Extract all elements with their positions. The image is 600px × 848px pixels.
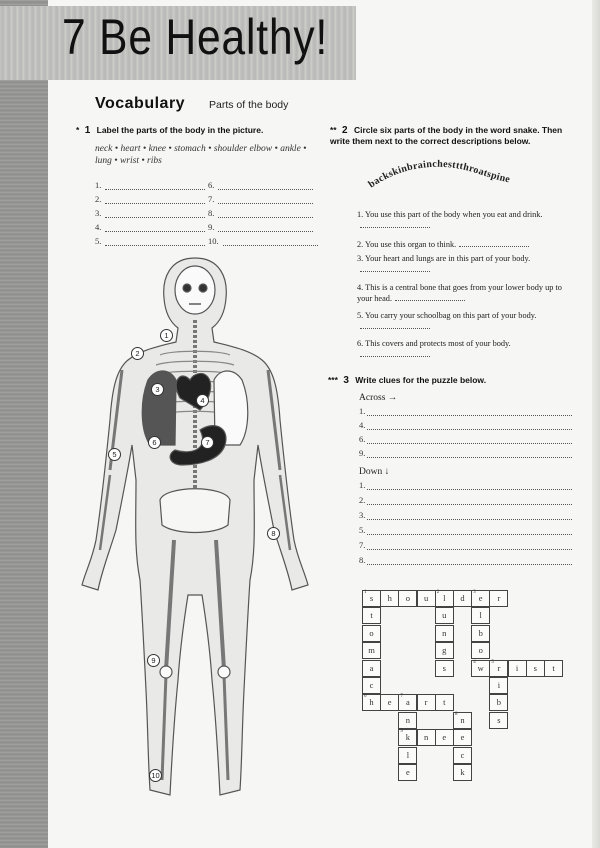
picture-label-2: 2	[131, 347, 144, 360]
crossword-letter: c	[369, 680, 374, 690]
crossword-cell	[471, 590, 490, 607]
blank-number: 8.	[208, 208, 215, 218]
blank-number: 6.	[208, 180, 215, 190]
clue-number: 4.	[359, 420, 366, 430]
crossword-cell	[417, 729, 436, 746]
exercise2-stars: **	[330, 125, 337, 135]
crossword-cell	[471, 625, 490, 642]
crossword-letter: n	[405, 714, 411, 725]
crossword-cell	[435, 694, 454, 711]
clue-number: 5.	[359, 525, 366, 535]
crossword-letter: h	[369, 697, 374, 708]
crossword-letter: s	[369, 593, 374, 603]
crossword-cell	[435, 642, 454, 659]
crossword-cell	[471, 642, 490, 659]
picture-label-3: 3	[151, 383, 164, 396]
clue-number: 1.	[359, 406, 366, 416]
description-text: 5. You carry your schoolbag on this part of your body.	[357, 311, 537, 320]
down-clue-row	[359, 555, 572, 565]
crossword-cell	[398, 747, 417, 764]
crossword-letter: u	[423, 593, 429, 603]
exercise3-instruction: Write clues for the puzzle below.	[355, 375, 487, 385]
answer-line[interactable]	[218, 224, 313, 232]
crossword-letter: g	[442, 645, 447, 656]
crossword-cell	[435, 660, 454, 677]
down-clue-row	[359, 510, 572, 520]
answer-line[interactable]	[105, 196, 205, 204]
picture-label-6: 6	[148, 436, 161, 449]
answer-line[interactable]	[105, 182, 205, 190]
clue-number: 3.	[359, 510, 366, 520]
crossword-clue-number: 2	[436, 590, 440, 595]
exercise1-stars: *	[76, 125, 80, 135]
crossword-letter: e	[478, 593, 483, 603]
description-item	[357, 254, 575, 275]
label-blank-row	[95, 236, 205, 246]
blank-number: 10.	[208, 236, 219, 246]
crossword-cell	[362, 590, 381, 607]
blank-number: 4.	[95, 222, 102, 232]
side-strip	[0, 0, 48, 848]
crossword-letter: w	[477, 662, 484, 673]
crossword-cell	[489, 677, 508, 694]
exercise2-heading	[330, 125, 580, 147]
crossword-clue-number: 8	[455, 711, 458, 717]
clue-number: 9.	[359, 448, 366, 458]
answer-line[interactable]	[360, 265, 430, 272]
label-blank-row	[208, 208, 313, 218]
clue-number: 1.	[359, 480, 366, 490]
description-item	[357, 311, 575, 332]
crossword-cell	[453, 590, 472, 607]
picture-label-10: 10	[149, 769, 162, 782]
clue-line[interactable]	[367, 497, 572, 505]
page-title: 7 Be Healthy!	[62, 9, 329, 65]
crossword-cell	[362, 694, 381, 711]
crossword-cell	[544, 660, 563, 677]
crossword-letter: t	[443, 697, 446, 708]
crossword-letter: b	[478, 627, 483, 638]
crossword-letter: e	[442, 732, 447, 743]
label-blank-row	[95, 180, 205, 190]
crossword-letter: n	[460, 714, 465, 725]
crossword-letter: n	[442, 627, 447, 638]
clue-number: 8.	[359, 555, 366, 565]
clue-line[interactable]	[367, 450, 572, 458]
crossword-cell	[435, 607, 454, 624]
crossword-letter: k	[405, 732, 411, 743]
across-label: Across →	[359, 393, 398, 403]
clue-line[interactable]	[367, 408, 572, 416]
exercise1-number: 1	[84, 125, 91, 136]
description-item	[357, 210, 575, 231]
exercise1-heading	[76, 125, 316, 136]
picture-label-7: 7	[201, 436, 214, 449]
answer-line[interactable]	[105, 238, 205, 246]
across-clue-row	[359, 420, 572, 430]
svg-text:backskinbrainchesttthroatspine	[367, 159, 512, 191]
exercise1-instruction: Label the parts of the body in the picture.	[96, 125, 264, 135]
crossword-letter: e	[406, 767, 410, 777]
down-label: Down ↓	[359, 467, 390, 477]
across-clue-row	[359, 448, 572, 458]
picture-label-1: 1	[160, 329, 173, 342]
blank-number: 9.	[208, 222, 215, 232]
crossword-cell	[362, 642, 381, 659]
crossword-cell	[398, 590, 417, 607]
crossword-letter: i	[515, 662, 519, 673]
crossword-cell	[489, 660, 508, 677]
clue-line[interactable]	[367, 436, 572, 444]
crossword-clue-number: 5	[491, 659, 494, 665]
blank-number: 2.	[95, 194, 102, 204]
vocabulary-subheading: Parts of the body	[209, 99, 289, 111]
crossword-cell	[435, 625, 454, 642]
down-clue-row	[359, 540, 572, 550]
crossword-cell	[417, 590, 436, 607]
clue-line[interactable]	[367, 527, 572, 535]
description-text: 4. This is a central bone that goes from your lower body up to your head.	[357, 283, 562, 303]
crossword-letter: r	[424, 697, 428, 708]
crossword-cell	[453, 747, 472, 764]
crossword-clue-number: 6	[364, 694, 367, 700]
down-clue-row	[359, 480, 572, 490]
crossword-letter: l	[443, 593, 446, 603]
answer-line[interactable]	[360, 350, 430, 357]
page-edge	[592, 0, 600, 848]
crossword-cell	[453, 764, 472, 781]
crossword-letter: b	[496, 697, 502, 708]
down-clue-row	[359, 525, 572, 535]
label-blank-row	[95, 194, 205, 204]
crossword-letter: t	[370, 610, 373, 621]
clue-line[interactable]	[367, 422, 572, 430]
crossword-cell	[362, 607, 381, 624]
crossword-letter: l	[479, 610, 482, 621]
crossword-letter: u	[442, 610, 447, 621]
crossword-letter: k	[460, 767, 465, 777]
crossword-cell	[417, 694, 436, 711]
crossword-cell	[453, 712, 472, 729]
crossword-letter: h	[387, 593, 392, 603]
crossword-letter: r	[497, 593, 501, 603]
answer-line[interactable]	[105, 210, 205, 218]
description-item	[357, 240, 575, 251]
crossword-cell	[398, 764, 417, 781]
word-snake-text: backskinbrainchesttthroatspine	[366, 158, 512, 191]
blank-number: 1.	[95, 180, 102, 190]
answer-line[interactable]	[218, 182, 313, 190]
skeleton-illustration	[70, 250, 320, 810]
crossword-cell	[398, 729, 417, 746]
clue-line[interactable]	[367, 482, 572, 490]
crossword-letter: o	[369, 627, 374, 638]
label-blank-row	[208, 180, 313, 190]
crossword-cell	[380, 590, 399, 607]
description-item	[357, 283, 575, 304]
down-clue-row	[359, 495, 572, 505]
crossword-clue-number: 3	[473, 590, 476, 595]
crossword-cell	[398, 712, 417, 729]
label-blank-row	[95, 208, 205, 218]
crossword-letter: r	[497, 662, 501, 673]
label-blank-row	[95, 222, 205, 232]
answer-line[interactable]	[459, 240, 529, 247]
blank-number: 7.	[208, 194, 215, 204]
crossword-letter: e	[460, 732, 465, 743]
description-text: 1. You use this part of the body when you eat and drink.	[357, 210, 543, 219]
crossword-cell	[489, 694, 508, 711]
crossword-letter: l	[406, 749, 410, 760]
crossword-cell	[380, 694, 399, 711]
crossword-letter: t	[552, 662, 555, 673]
crossword-cell	[471, 660, 490, 677]
description-item	[357, 339, 575, 360]
crossword-letter: o	[478, 645, 483, 656]
crossword-cell	[471, 607, 490, 624]
crossword-letter: c	[460, 749, 465, 760]
crossword-cell	[362, 625, 381, 642]
crossword-letter: n	[423, 732, 429, 743]
description-text: 3. Your heart and lungs are in this part of your body.	[357, 254, 531, 263]
word-snake	[366, 158, 546, 198]
exercise2-instruction: Circle six parts of the body in the word snake. Then write them next to the correct descriptions below.	[330, 125, 563, 146]
crossword-cell	[398, 694, 417, 711]
crossword-letter: a	[406, 697, 410, 708]
crossword-cell	[526, 660, 545, 677]
crossword-clue-number: 7	[400, 694, 403, 700]
across-clue-row	[359, 434, 572, 444]
clue-number: 7.	[359, 540, 366, 550]
crossword-letter: s	[533, 662, 537, 673]
answer-line[interactable]	[395, 294, 465, 301]
exercise3-stars: ***	[328, 375, 338, 385]
blank-number: 5.	[95, 236, 102, 246]
description-text: 2. You use this organ to think.	[357, 240, 457, 249]
clue-number: 6.	[359, 434, 366, 444]
across-clue-row	[359, 406, 572, 416]
crossword-cell	[489, 590, 508, 607]
answer-line[interactable]	[360, 322, 430, 329]
picture-label-8: 8	[267, 527, 280, 540]
crossword-cell	[453, 729, 472, 746]
answer-line[interactable]	[218, 210, 313, 218]
exercise3-number: 3	[343, 375, 349, 386]
crossword-clue-number: 4	[473, 659, 476, 665]
clue-line[interactable]	[367, 557, 572, 565]
crossword-letter: m	[368, 645, 375, 656]
crossword-clue-number: 9	[400, 729, 403, 735]
clue-line[interactable]	[367, 512, 572, 520]
exercise1-word-list: neck • heart • knee • stomach • shoulder elbow • ankle • lung • wrist • ribs	[95, 144, 307, 166]
crossword-letter: s	[442, 662, 446, 673]
crossword-clue-number: 1	[364, 590, 367, 595]
picture-label-9: 9	[147, 654, 160, 667]
crossword-cell	[435, 590, 454, 607]
answer-line[interactable]	[360, 221, 430, 228]
answer-line[interactable]	[105, 224, 205, 232]
crossword-letter: s	[497, 714, 501, 725]
crossword-letter: e	[387, 697, 392, 708]
answer-line[interactable]	[223, 238, 318, 246]
label-blank-row	[208, 222, 313, 232]
exercise2-number: 2	[342, 125, 348, 136]
description-text: 6. This covers and protects most of your body.	[357, 339, 511, 348]
crossword-letter: a	[369, 662, 374, 673]
clue-number: 2.	[359, 495, 366, 505]
crossword-letter: d	[460, 593, 465, 603]
crossword-letter: o	[405, 593, 411, 603]
crossword-cell	[489, 712, 508, 729]
crossword-cell	[435, 729, 454, 746]
crossword-cell	[362, 660, 381, 677]
exercise3-heading	[328, 375, 578, 386]
clue-line[interactable]	[367, 542, 572, 550]
crossword-cell	[508, 660, 527, 677]
picture-label-4: 4	[196, 394, 209, 407]
blank-number: 3.	[95, 208, 102, 218]
answer-line[interactable]	[218, 196, 313, 204]
label-blank-row	[208, 194, 313, 204]
label-blank-row	[208, 236, 318, 246]
crossword-letter: i	[497, 680, 501, 690]
vocabulary-heading: Vocabulary	[95, 95, 186, 112]
crossword-cell	[362, 677, 381, 694]
picture-label-5: 5	[108, 448, 121, 461]
